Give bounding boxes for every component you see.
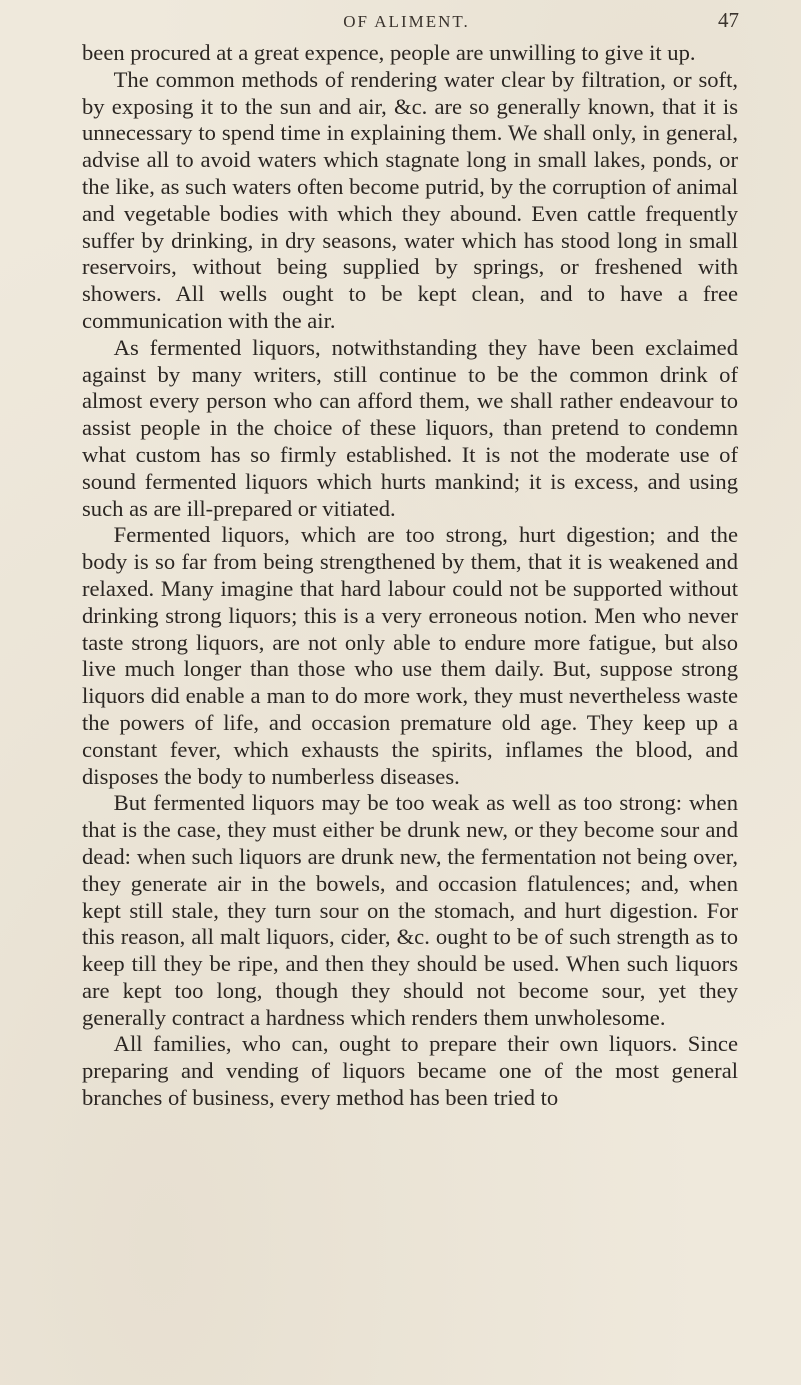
- paragraph-water-methods: The common methods of rendering water clear by filtration, or soft, by exposing it to the sun and air, &c. are so generally known, that it is unnecessary to spend time in explaining them. We shall only, in general, advise all to avoid waters which stagnate long in small lakes, ponds, or the like, as such waters often become putrid, by the corruption of animal and vegetable bodies with which they abound. Even cattle frequently suffer by drinking, in dry seasons, water which has stood long in small reservoirs, without being supplied by springs, or freshened with showers. All wells ought to be kept clean, and to have a free communication with the air.: [82, 66, 738, 333]
- page-number: 47: [718, 8, 739, 32]
- body-text: [82, 40, 738, 1112]
- paragraph-weak-liquors: But fermented liquors may be too weak as well as too strong: when that is the case, they must either be drunk new, or they become sour and dead: when such liquors are drunk new, the fermentation not being over, they generate air in the bowels, and occasion flatulences; and, when kept still stale, they turn sour on the stomach, and hurt digestion. For this reason, all malt liquors, cider, &c. ought to be of such strength as to keep till they be ripe, and then they should be used. When such liquors are kept too long, though they should not become sour, yet they generally contract a hardness which renders them unwholesome.: [82, 790, 738, 1030]
- paragraph-fermented-liquors: As fermented liquors, notwithstanding they have been exclaimed against by many writers, still continue to be the common drink of almost every person who can afford them, we shall rather endeavour to assist people in the choice of these liquors, than pretend to condemn what custom has so firmly established. It is not the moderate use of sound fermented liquors which hurts mankind; it is excess, and using such as are ill-prepared or vitiated.: [82, 334, 738, 521]
- running-title: OF ALIMENT.: [343, 12, 470, 31]
- paragraph-continuation: been procured at a great expence, people are unwilling to give it up.: [82, 40, 696, 65]
- paragraph-strong-liquors: Fermented liquors, which are too strong, hurt digestion; and the body is so far from being strengthened by them, that it is weakened and relaxed. Many imagine that hard labour could not be supported without drinking strong liquors; this is a very erroneous notion. Men who never taste strong liquors, are not only able to endure more fatigue, but also live much longer than those who use them daily. But, suppose strong liquors did enable a man to do more work, they must nevertheless waste the powers of life, and occasion premature old age. They keep up a constant fever, which exhausts the spirits, inflames the blood, and disposes the body to numberless diseases.: [82, 522, 738, 789]
- paragraph-families: All families, who can, ought to prepare their own liquors. Since preparing and vending of liquors became one of the most general branches of business, every method has been tried to: [82, 1031, 738, 1111]
- running-head: [82, 6, 739, 38]
